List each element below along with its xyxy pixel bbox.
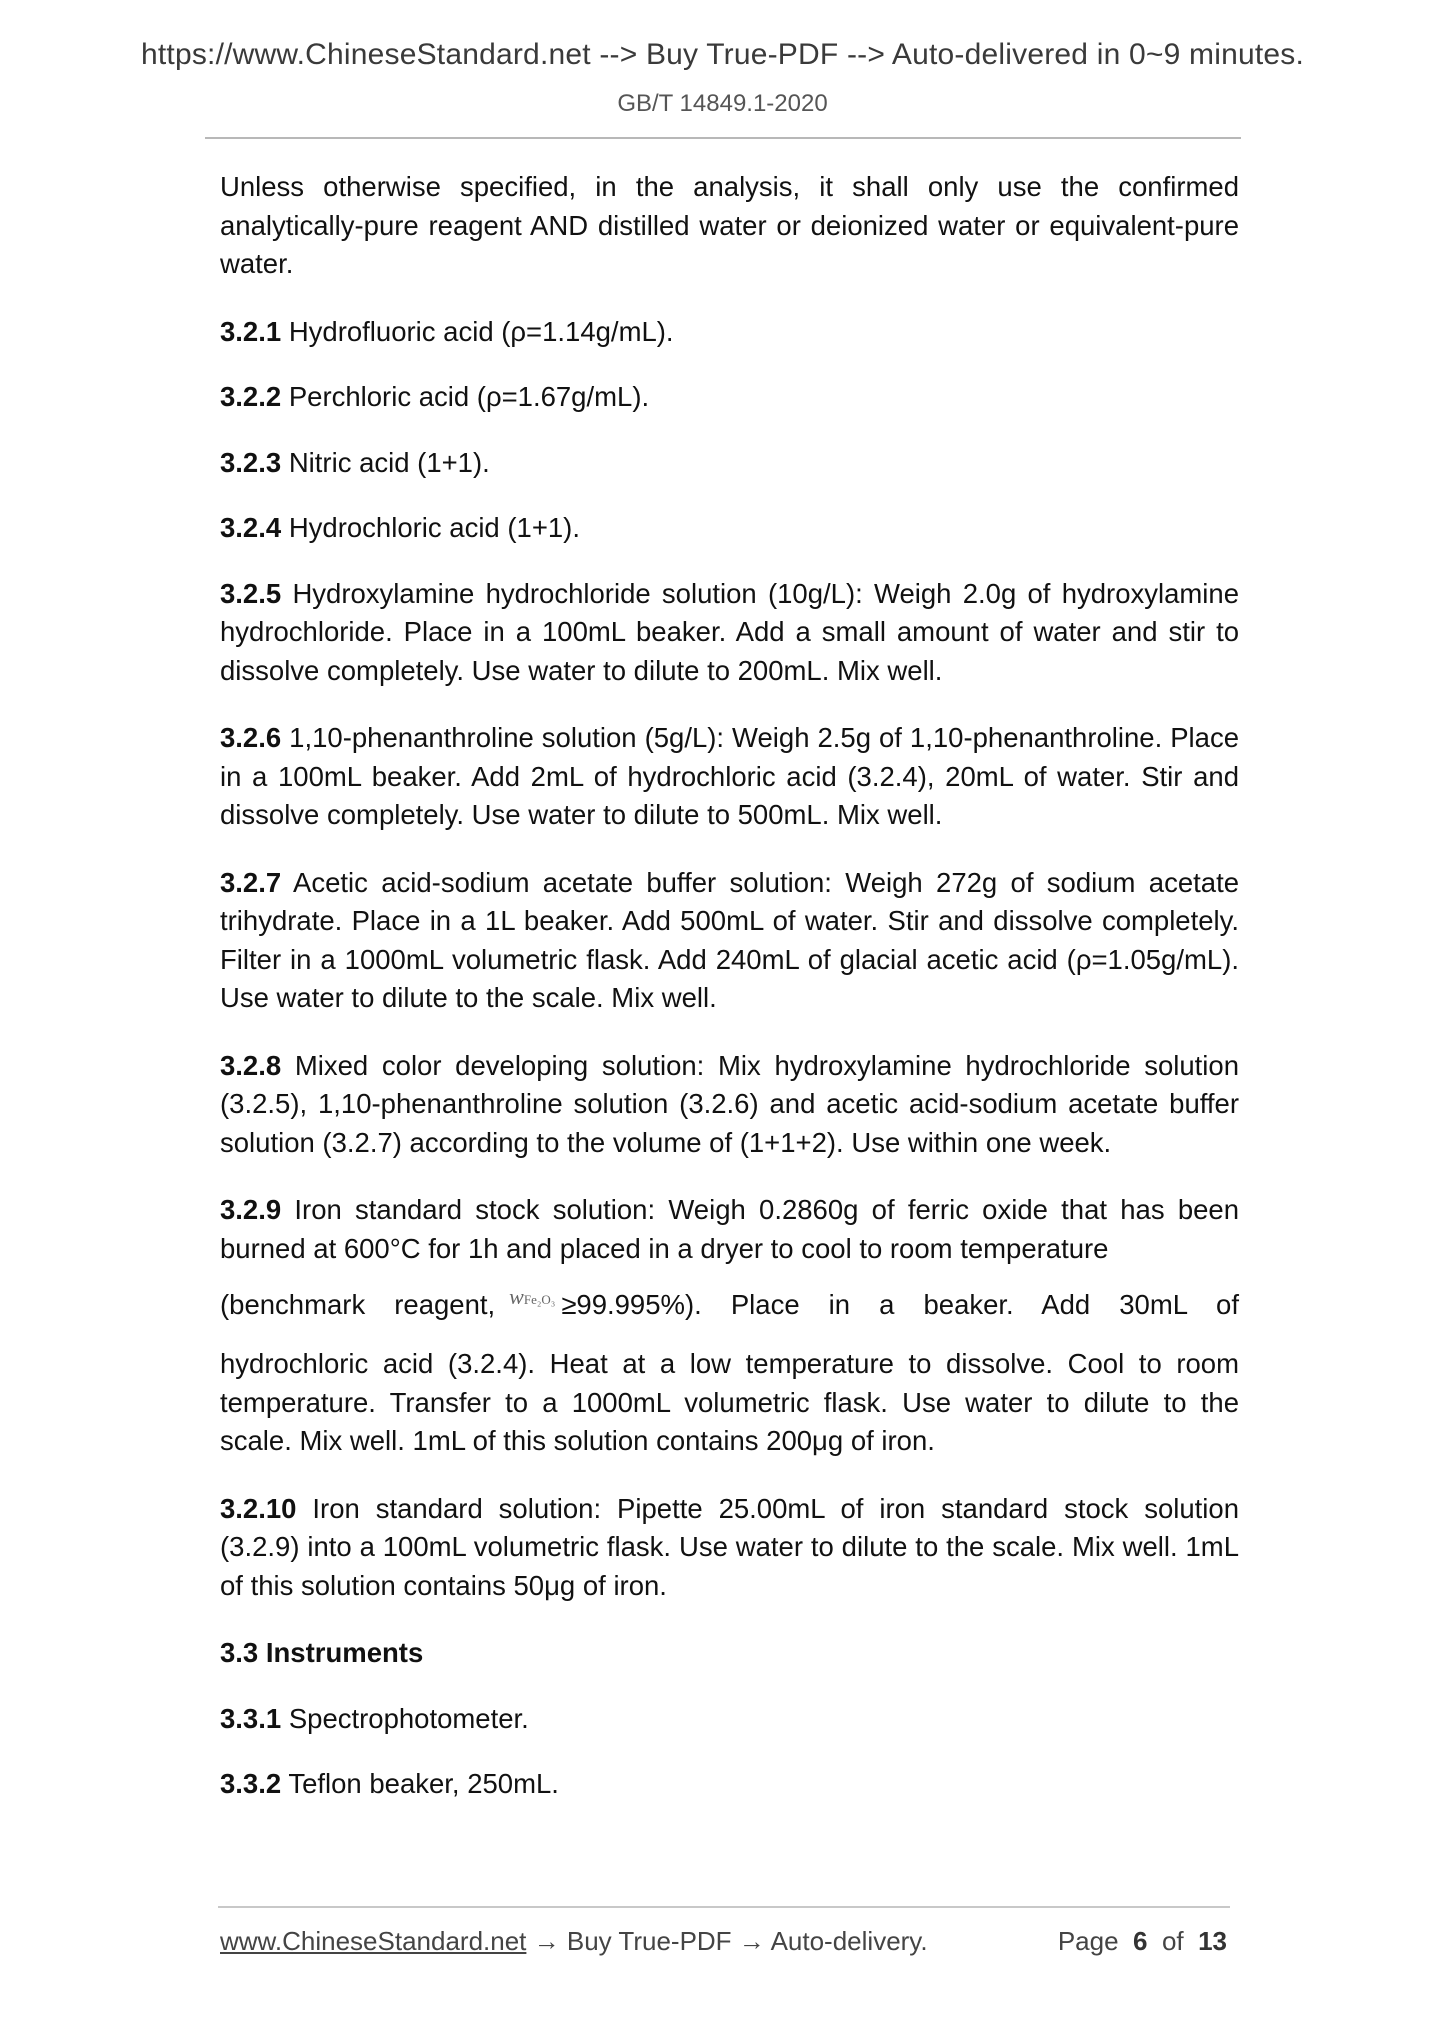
- header-divider: [205, 137, 1241, 139]
- clause-number: 3.2.7: [220, 866, 282, 898]
- clause-3-2-10: [220, 1490, 1239, 1606]
- clause-3-2-2: [220, 378, 1239, 417]
- document-body: [220, 168, 1239, 1831]
- clause-text: Spectrophotometer.: [288, 1702, 529, 1734]
- clause-number: 3.3.2: [220, 1768, 282, 1799]
- clause-text: Hydrochloric acid (1+1).: [288, 512, 580, 543]
- clause-3-3-1: [220, 1700, 1239, 1739]
- clause-text: Hydrofluoric acid (ρ=1.14g/mL).: [288, 315, 674, 347]
- clause-number: 3.2.2: [220, 381, 282, 412]
- clause-number: 3.2.5: [220, 577, 282, 609]
- clause-number: 3.2.3: [220, 446, 282, 478]
- clause-text: Iron standard solution: Pipette 25.00mL of iron standard stock solution (3.2.9) into a 100mL volumetric flask. Use water to dilute to the scale. Mix well. 1mL of this solution contains 50μg of iron.: [220, 1492, 1239, 1601]
- footer-divider: [218, 1906, 1230, 1908]
- standard-number: GB/T 14849.1-2020: [617, 90, 828, 117]
- clause-3-2-7: [220, 864, 1239, 1018]
- clause-text: Teflon beaker, 250mL.: [288, 1768, 559, 1799]
- clause-3-2-9-formula-line: [220, 1274, 1239, 1341]
- header-url-line: https://www.ChineseStandard.net --> Buy True-PDF --> Auto-delivered in 0~9 minutes.: [141, 38, 1304, 71]
- clause-3-2-8: [220, 1047, 1239, 1163]
- clause-text: Mixed color developing solution: Mix hydroxylamine hydrochloride solution (3.2.5), 1,10-phenanthroline solution (3.2.6) and acetic acid-sodium acetate buffer solution (3.2.7) according to the volume of (1+1+2). Use within one week.: [220, 1049, 1239, 1158]
- clause-number: 3.2.9: [220, 1194, 282, 1225]
- clause-3-3-2: [220, 1765, 1239, 1804]
- section-heading-instruments: 3.3 Instruments: [220, 1637, 424, 1668]
- clause-text: (benchmark reagent,: [220, 1289, 496, 1320]
- footer-tagline: → Buy True-PDF → Auto-delivery.: [526, 1926, 928, 1956]
- clause-number: 3.2.4: [220, 512, 282, 543]
- mass-fraction-symbol: wFe₂O₃: [509, 1284, 556, 1309]
- intro-paragraph: Unless otherwise specified, in the analysis, it shall only use the confirmed analytically-pure reagent AND distilled water or deionized water or equivalent-pure water.: [220, 171, 1239, 279]
- clause-text: ≥99.995%). Place in a beaker. Add 30mL of: [561, 1289, 1239, 1320]
- clause-text: Nitric acid (1+1).: [288, 446, 490, 478]
- current-page-number: 6: [1133, 1926, 1148, 1956]
- clause-text: Perchloric acid (ρ=1.67g/mL).: [288, 381, 650, 412]
- clause-text: 1,10-phenanthroline solution (5g/L): Weigh 2.5g of 1,10-phenanthroline. Place in a 100mL beaker. Add 2mL of hydrochloric acid (3.2.4), 20mL of water. Stir and dissolve completely. Use water to dilute to 500mL. Mix well.: [220, 722, 1239, 830]
- clause-number: 3.3.1: [220, 1702, 282, 1734]
- footer-website-link[interactable]: www.ChineseStandard.net: [220, 1926, 527, 1956]
- clause-3-2-5: [220, 575, 1239, 691]
- clause-3-2-3: [220, 444, 1239, 483]
- clause-text: Acetic acid-sodium acetate buffer solution: Weigh 272g of sodium acetate trihydrate. Place in a 1L beaker. Add 500mL of water. Stir and dissolve completely. Filter in a 1000mL volumetric flask. Add 240mL of glacial acetic acid (ρ=1.05g/mL). Use water to dilute to the scale. Mix well.: [220, 866, 1239, 1013]
- page-indicator: Page 6 of 13: [1057, 1926, 1227, 1956]
- clause-3-2-1: [220, 313, 1239, 352]
- clause-3-2-9-continued: hydrochloric acid (3.2.4). Heat at a low temperature to dissolve. Cool to room temperature. Transfer to a 1000mL volumetric flask. Use water to dilute to the scale. Mix well. 1mL of this solution contains 200μg of iron.: [220, 1348, 1239, 1456]
- clause-number: 3.2.8: [220, 1049, 282, 1081]
- clause-3-2-4: [220, 509, 1239, 548]
- total-pages-number: 13: [1198, 1926, 1227, 1956]
- clause-text: Iron standard stock solution: Weigh 0.2860g of ferric oxide that has been burned at 600°C for 1h and placed in a dryer to cool to room temperature: [220, 1194, 1239, 1264]
- clause-number: 3.2.6: [220, 722, 282, 753]
- clause-text: Hydroxylamine hydrochloride solution (10g/L): Weigh 2.0g of hydroxylamine hydrochloride. Place in a 100mL beaker. Add a small amount of water and stir to dissolve completely. Use water to dilute to 200mL. Mix well.: [220, 577, 1239, 686]
- page-footer: [220, 1926, 1232, 1957]
- clause-3-2-6: [220, 719, 1239, 835]
- clause-number: 3.2.1: [220, 315, 282, 347]
- clause-number: 3.2.10: [220, 1492, 297, 1524]
- clause-3-2-9: [220, 1191, 1239, 1268]
